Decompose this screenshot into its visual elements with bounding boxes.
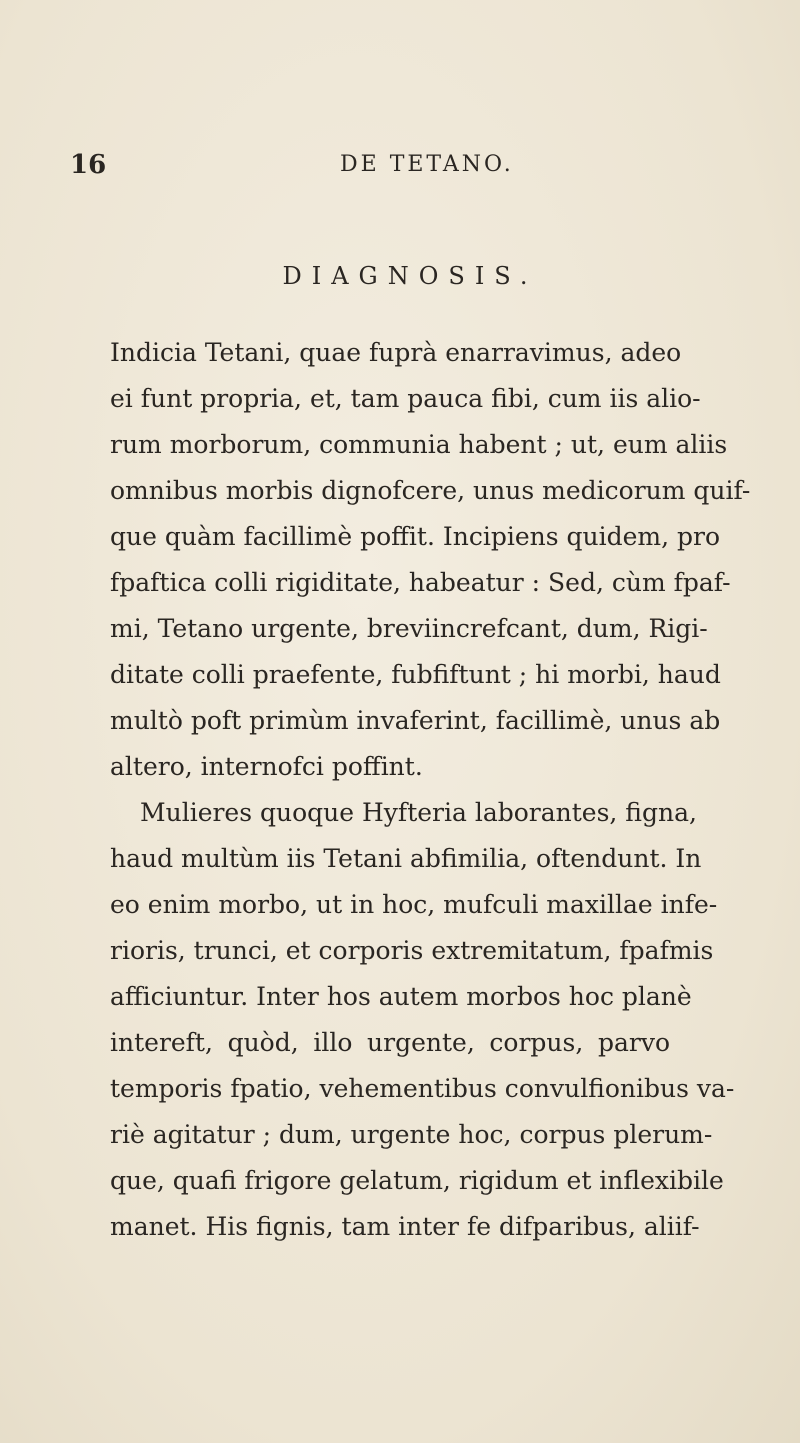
text-line: temporis fpatio, vehementibus convulfionibus va-: [110, 1074, 735, 1103]
text-line: que, quafi frigore gelatum, rigidum et inflexibile: [110, 1166, 724, 1195]
text-line: riè agitatur ; dum, urgente hoc, corpus plerum-: [110, 1120, 713, 1149]
running-head: DE TETANO.: [340, 152, 514, 177]
text-line: fpaftica colli rigiditate, habeatur : Sed, cùm fpaf-: [110, 568, 731, 597]
text-line: intereft, quòd, illo urgente, corpus, parvo: [110, 1028, 670, 1057]
text-line: que quàm facillimè poffit. Incipiens quidem, pro: [110, 522, 720, 551]
text-line: manet. His fignis, tam inter fe difparibus, aliif-: [110, 1212, 700, 1241]
text-line: haud multùm iis Tetani abfimilia, oftendunt. In: [110, 844, 702, 873]
text-line: eo enim morbo, ut in hoc, mufculi maxillae infe-: [110, 890, 718, 919]
text-line: altero, internofci poffint.: [110, 752, 423, 781]
text-line: Mulieres quoque Hyfteria laborantes, figna,: [140, 798, 697, 827]
text-line: multò poft primùm invaferint, facillimè, unus ab: [110, 706, 721, 735]
section-title: DIAGNOSIS.: [282, 262, 538, 290]
body-text: [110, 330, 751, 1250]
text-line: ei funt propria, et, tam pauca fibi, cum iis alio-: [110, 384, 701, 413]
text-line: Indicia Tetani, quae fuprà enarravimus, adeo: [110, 338, 682, 367]
text-line: afficiuntur. Inter hos autem morbos hoc planè: [110, 982, 692, 1011]
text-line: ditate colli praefente, fubfiftunt ; hi morbi, haud: [110, 660, 721, 689]
text-line: rioris, trunci, et corporis extremitatum, fpafmis: [110, 936, 714, 965]
page-header: [70, 150, 670, 190]
text-line: rum morborum, communia habent ; ut, eum aliis: [110, 430, 728, 459]
text-line: mi, Tetano urgente, breviincrefcant, dum, Rigi-: [110, 614, 708, 643]
page-number: 16: [70, 150, 107, 180]
text-line: omnibus morbis dignofcere, unus medicorum quif-: [110, 476, 751, 505]
